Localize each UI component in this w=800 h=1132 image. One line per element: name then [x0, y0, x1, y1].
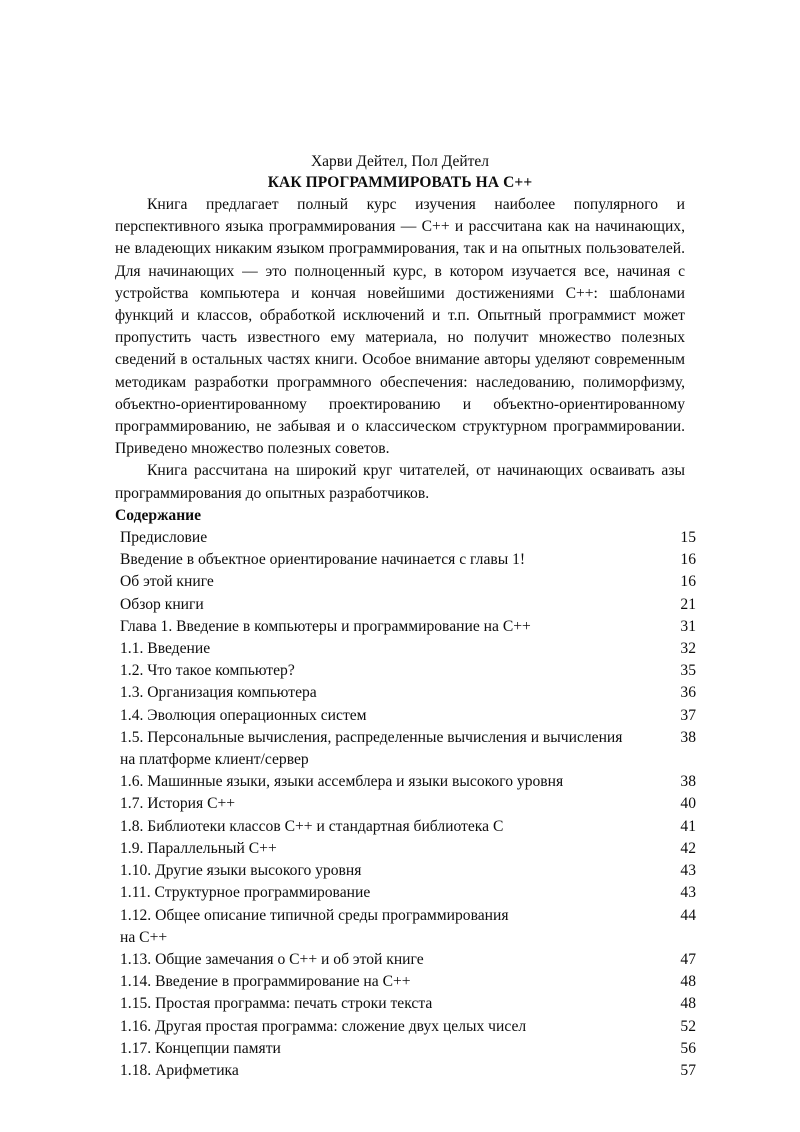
toc-entry-page-number: 42 — [680, 839, 696, 857]
toc-entry-continuation: на платформе клиент/сервер — [120, 751, 309, 769]
toc-entry[interactable] — [115, 616, 696, 638]
toc-entry[interactable] — [115, 905, 696, 927]
toc-entry-page-number: 36 — [680, 684, 696, 702]
table-of-contents — [115, 527, 696, 1082]
toc-entry-page-number: 44 — [680, 906, 696, 924]
toc-entry-page-number: 43 — [680, 884, 696, 902]
toc-entry-page-number: 40 — [680, 795, 696, 813]
toc-entry-page-number: 41 — [680, 817, 696, 835]
toc-entry-title: 1.16. Другая простая программа: сложение двух целых чисел — [120, 1017, 527, 1035]
toc-entry-title: 1.11. Структурное программирование — [120, 884, 371, 902]
toc-entry-title: 1.13. Общие замечания о C++ и об этой книге — [120, 950, 424, 968]
toc-entry-title: 1.5. Персональные вычисления, распределенные вычисления и вычисления — [120, 728, 623, 746]
toc-entry-page-number: 43 — [680, 862, 696, 880]
toc-entry-page-number: 38 — [680, 773, 696, 791]
toc-entry-page-number: 52 — [680, 1017, 696, 1035]
toc-entry[interactable] — [115, 971, 696, 993]
toc-entry[interactable] — [115, 549, 696, 571]
toc-entry[interactable] — [115, 594, 696, 616]
toc-entry-page-number: 47 — [680, 950, 696, 968]
toc-entry[interactable] — [115, 660, 696, 682]
toc-entry[interactable] — [115, 771, 696, 793]
toc-entry[interactable] — [115, 638, 696, 660]
toc-entry-page-number: 38 — [680, 728, 696, 746]
toc-entry-title: Предисловие — [120, 529, 208, 547]
book-title: КАК ПРОГРАММИРОВАТЬ НА C++ — [267, 174, 533, 191]
toc-entry-page-number: 31 — [680, 617, 696, 635]
toc-entry-title: 1.14. Введение в программирование на C++ — [120, 973, 411, 991]
toc-entry[interactable] — [115, 949, 696, 971]
toc-entry[interactable] — [115, 705, 696, 727]
toc-entry-page-number: 56 — [680, 1039, 696, 1057]
contents-heading: Содержание — [115, 506, 202, 524]
toc-entry[interactable] — [115, 993, 696, 1015]
toc-entry-page-number: 35 — [680, 662, 696, 680]
toc-entry-page-number: 16 — [680, 551, 696, 569]
page-content — [115, 152, 696, 1082]
toc-entry[interactable] — [115, 882, 696, 904]
toc-entry-title: 1.2. Что такое компьютер? — [120, 662, 295, 680]
toc-entry-title: 1.15. Простая программа: печать строки текста — [120, 995, 433, 1013]
toc-entry-page-number: 48 — [680, 995, 696, 1013]
toc-entry[interactable] — [115, 860, 696, 882]
toc-entry-title: 1.7. История C++ — [120, 795, 236, 813]
toc-entry-title: Об этой книге — [120, 573, 214, 591]
toc-entry-title: Глава 1. Введение в компьютеры и программирование на C++ — [120, 617, 531, 635]
toc-entry[interactable] — [115, 1038, 696, 1060]
annotation-paragraph-1: Книга предлагает полный курс изучения наиболее популярного и перспективного языка программирования — C++ и рассчитана как на начинающих, не владеющих никаким языком программирования, так и на опытных пользователей. Для начинающих — это полноценный курс, в котором изучается все, начиная с устройства компьютера и кончая новейшими достижениями C++: шаблонами функций и классов, обработкой исключений и т.п. Опытный программист может пропустить часть известного ему материала, но получит множество полезных сведений в остальных частях книги. Особое внимание авторы уделяют современным методикам разработки программного обеспечения: наследованию, полиморфизму, объектно-ориентированному проектированию и объектно-ориентированному программированию, не забывая и о классическом структурном программировании. Приведено множество полезных советов. — [115, 196, 685, 458]
toc-entry-page-number: 21 — [680, 595, 696, 613]
toc-entry[interactable] — [115, 571, 696, 593]
book-authors: Харви Дейтел, Пол Дейтел — [310, 153, 490, 170]
toc-entry-page-number: 57 — [680, 1061, 696, 1079]
toc-entry-continuation: на C++ — [120, 928, 168, 946]
toc-entry-page-number: 15 — [680, 529, 696, 547]
toc-entry[interactable] — [115, 682, 696, 704]
annotation-paragraph-2: Книга рассчитана на широкий круг читателей, от начинающих осваивать азы программирования до опытных разработчиков. — [115, 462, 685, 502]
toc-entry-title: 1.8. Библиотеки классов C++ и стандартная библиотека C — [120, 817, 504, 835]
toc-entry[interactable] — [115, 1016, 696, 1038]
toc-entry[interactable] — [115, 527, 696, 549]
toc-entry[interactable] — [115, 793, 696, 815]
toc-entry-title: 1.18. Арифметика — [120, 1061, 239, 1079]
toc-entry-title: 1.3. Организация компьютера — [120, 684, 317, 702]
toc-entry-title: Обзор книги — [120, 595, 204, 613]
toc-entry-title: 1.6. Машинные языки, языки ассемблера и языки высокого уровня — [120, 773, 564, 791]
toc-entry-title: 1.1. Введение — [120, 640, 211, 658]
toc-entry-page-number: 16 — [680, 573, 696, 591]
toc-entry[interactable] — [115, 816, 696, 838]
toc-entry-page-number: 37 — [680, 706, 696, 724]
toc-entry-page-number: 48 — [680, 973, 696, 991]
toc-entry[interactable] — [115, 727, 696, 749]
toc-entry[interactable] — [115, 1060, 696, 1082]
toc-entry-title: 1.4. Эволюция операционных систем — [120, 706, 367, 724]
toc-entry-page-number: 32 — [680, 640, 696, 658]
toc-entry-title: 1.9. Параллельный C++ — [120, 839, 277, 857]
toc-entry-title: Введение в объектное ориентирование начинается с главы 1! — [120, 551, 526, 569]
toc-entry-title: 1.17. Концепции памяти — [120, 1039, 281, 1057]
toc-entry[interactable] — [115, 838, 696, 860]
toc-entry-title: 1.12. Общее описание типичной среды программирования — [120, 906, 509, 924]
toc-entry-title: 1.10. Другие языки высокого уровня — [120, 862, 362, 880]
